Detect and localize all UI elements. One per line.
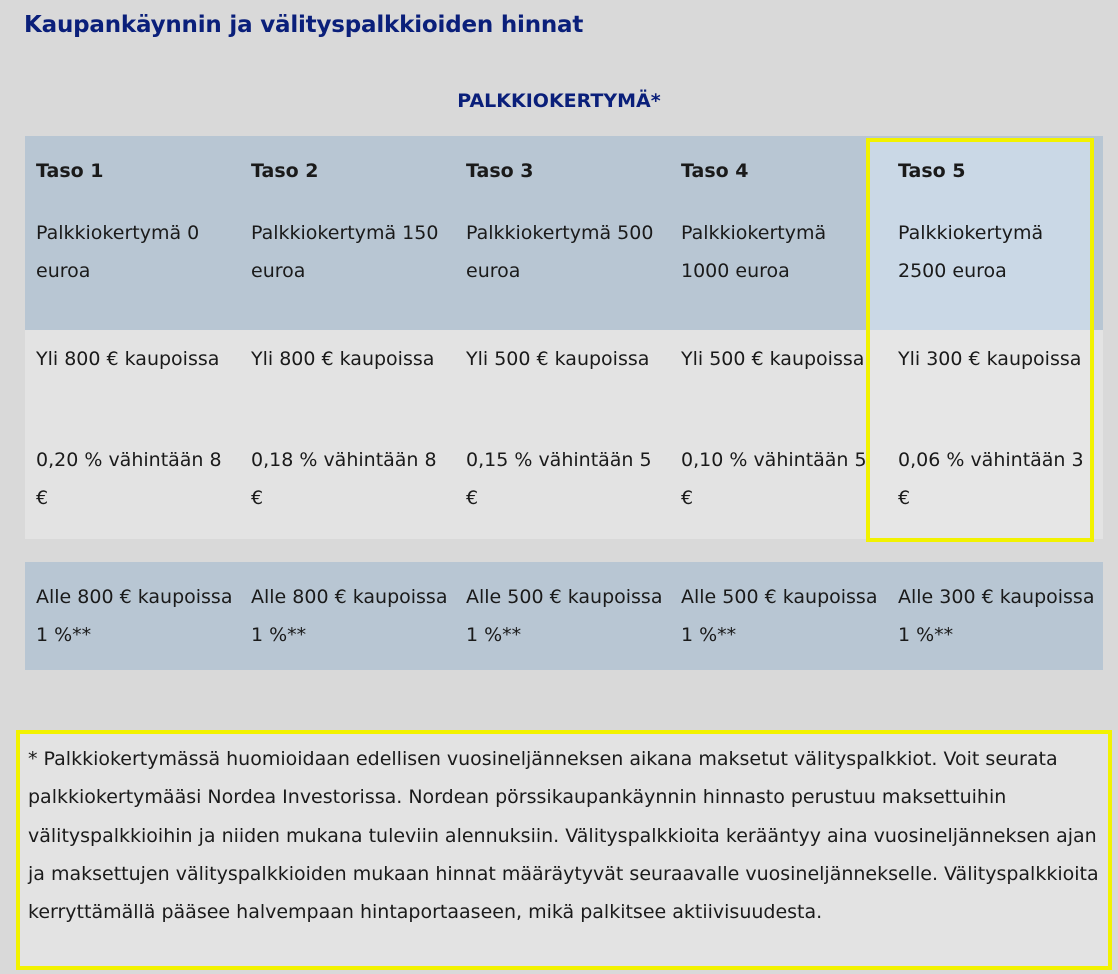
tier-1-over: Yli 800 € kaupoissa <box>36 348 220 370</box>
tier-3-under: Alle 500 € kaupoissa 1 %** <box>466 586 663 646</box>
tier-2-over: Yli 800 € kaupoissa <box>251 348 435 370</box>
tier-2-threshold: Palkkiokertymä 150 euroa <box>251 222 439 282</box>
tier-under-row <box>25 562 1103 670</box>
tier-2-under: Alle 800 € kaupoissa 1 %** <box>251 586 448 646</box>
tier-2-name: Taso 2 <box>251 160 319 182</box>
tier-4-name: Taso 4 <box>681 160 749 182</box>
tier-3-over-cell <box>466 330 671 539</box>
tier-1-header <box>36 136 241 330</box>
tier-4-rate: 0,10 % vähintään 5 € <box>681 449 867 509</box>
tier-4-threshold: Palkkiokertymä 1000 euroa <box>681 222 827 282</box>
tier-5-under-cell <box>898 562 1098 670</box>
tier-5-under: Alle 300 € kaupoissa 1 %** <box>898 586 1095 646</box>
tier-2-over-cell <box>251 330 456 539</box>
tier-1-under: Alle 800 € kaupoissa 1 %** <box>36 586 233 646</box>
tier-2-header <box>251 136 456 330</box>
footnote: * Palkkiokertymässä huomioidaan edellisen vuosineljänneksen aikana maksetut välityspalkkiot. Voit seurata palkkiokertymääsi Nordea Investorissa. Nordean pörssikaupankäynnin hinnasto perustuu maksettuihin välityspalkkioihin ja niiden mukana tuleviin alennuksiin. Välityspalkkioita kerääntyy aina vuosineljänneksen ajan ja maksettujen välityspalkkioiden mukaan hinnat määräytyvät seuraavalle vuosineljännekselle. Välityspalkkioita kerryttämällä pääsee halvempaan hintaportaaseen, mikä palkitsee aktiivisuudesta. <box>16 730 1112 970</box>
page-title: Kaupankäynnin ja välityspalkkioiden hinnat <box>24 12 584 38</box>
tier-1-name: Taso 1 <box>36 160 104 182</box>
tier-1-under-cell <box>36 562 241 670</box>
tier-2-under-cell <box>251 562 456 670</box>
tier-3-name: Taso 3 <box>466 160 534 182</box>
tier-5-header <box>898 136 1098 330</box>
tier-5-over-cell <box>898 330 1098 539</box>
tier-1-threshold: Palkkiokertymä 0 euroa <box>36 222 200 282</box>
pricing-table <box>25 136 1103 670</box>
tier-5-rate: 0,06 % vähintään 3 € <box>898 449 1084 509</box>
tier-4-header <box>681 136 886 330</box>
tier-5-name: Taso 5 <box>898 160 966 182</box>
tier-1-rate: 0,20 % vähintään 8 € <box>36 449 222 509</box>
tier-over-row <box>25 330 1103 539</box>
tier-4-over-cell <box>681 330 886 539</box>
tier-1-over-cell <box>36 330 241 539</box>
tier-2-rate: 0,18 % vähintään 8 € <box>251 449 437 509</box>
tier-4-under-cell <box>681 562 886 670</box>
section-title: PALKKIOKERTYMÄ* <box>457 90 661 112</box>
tier-3-threshold: Palkkiokertymä 500 euroa <box>466 222 654 282</box>
tier-header-row <box>25 136 1103 330</box>
tier-4-under: Alle 500 € kaupoissa 1 %** <box>681 586 878 646</box>
tier-3-rate: 0,15 % vähintään 5 € <box>466 449 652 509</box>
tier-3-header <box>466 136 671 330</box>
tier-3-under-cell <box>466 562 671 670</box>
tier-5-threshold: Palkkiokertymä 2500 euroa <box>898 222 1044 282</box>
tier-4-over: Yli 500 € kaupoissa <box>681 348 865 370</box>
tier-3-over: Yli 500 € kaupoissa <box>466 348 650 370</box>
tier-5-over: Yli 300 € kaupoissa <box>898 348 1082 370</box>
row-spacer <box>25 539 1103 562</box>
